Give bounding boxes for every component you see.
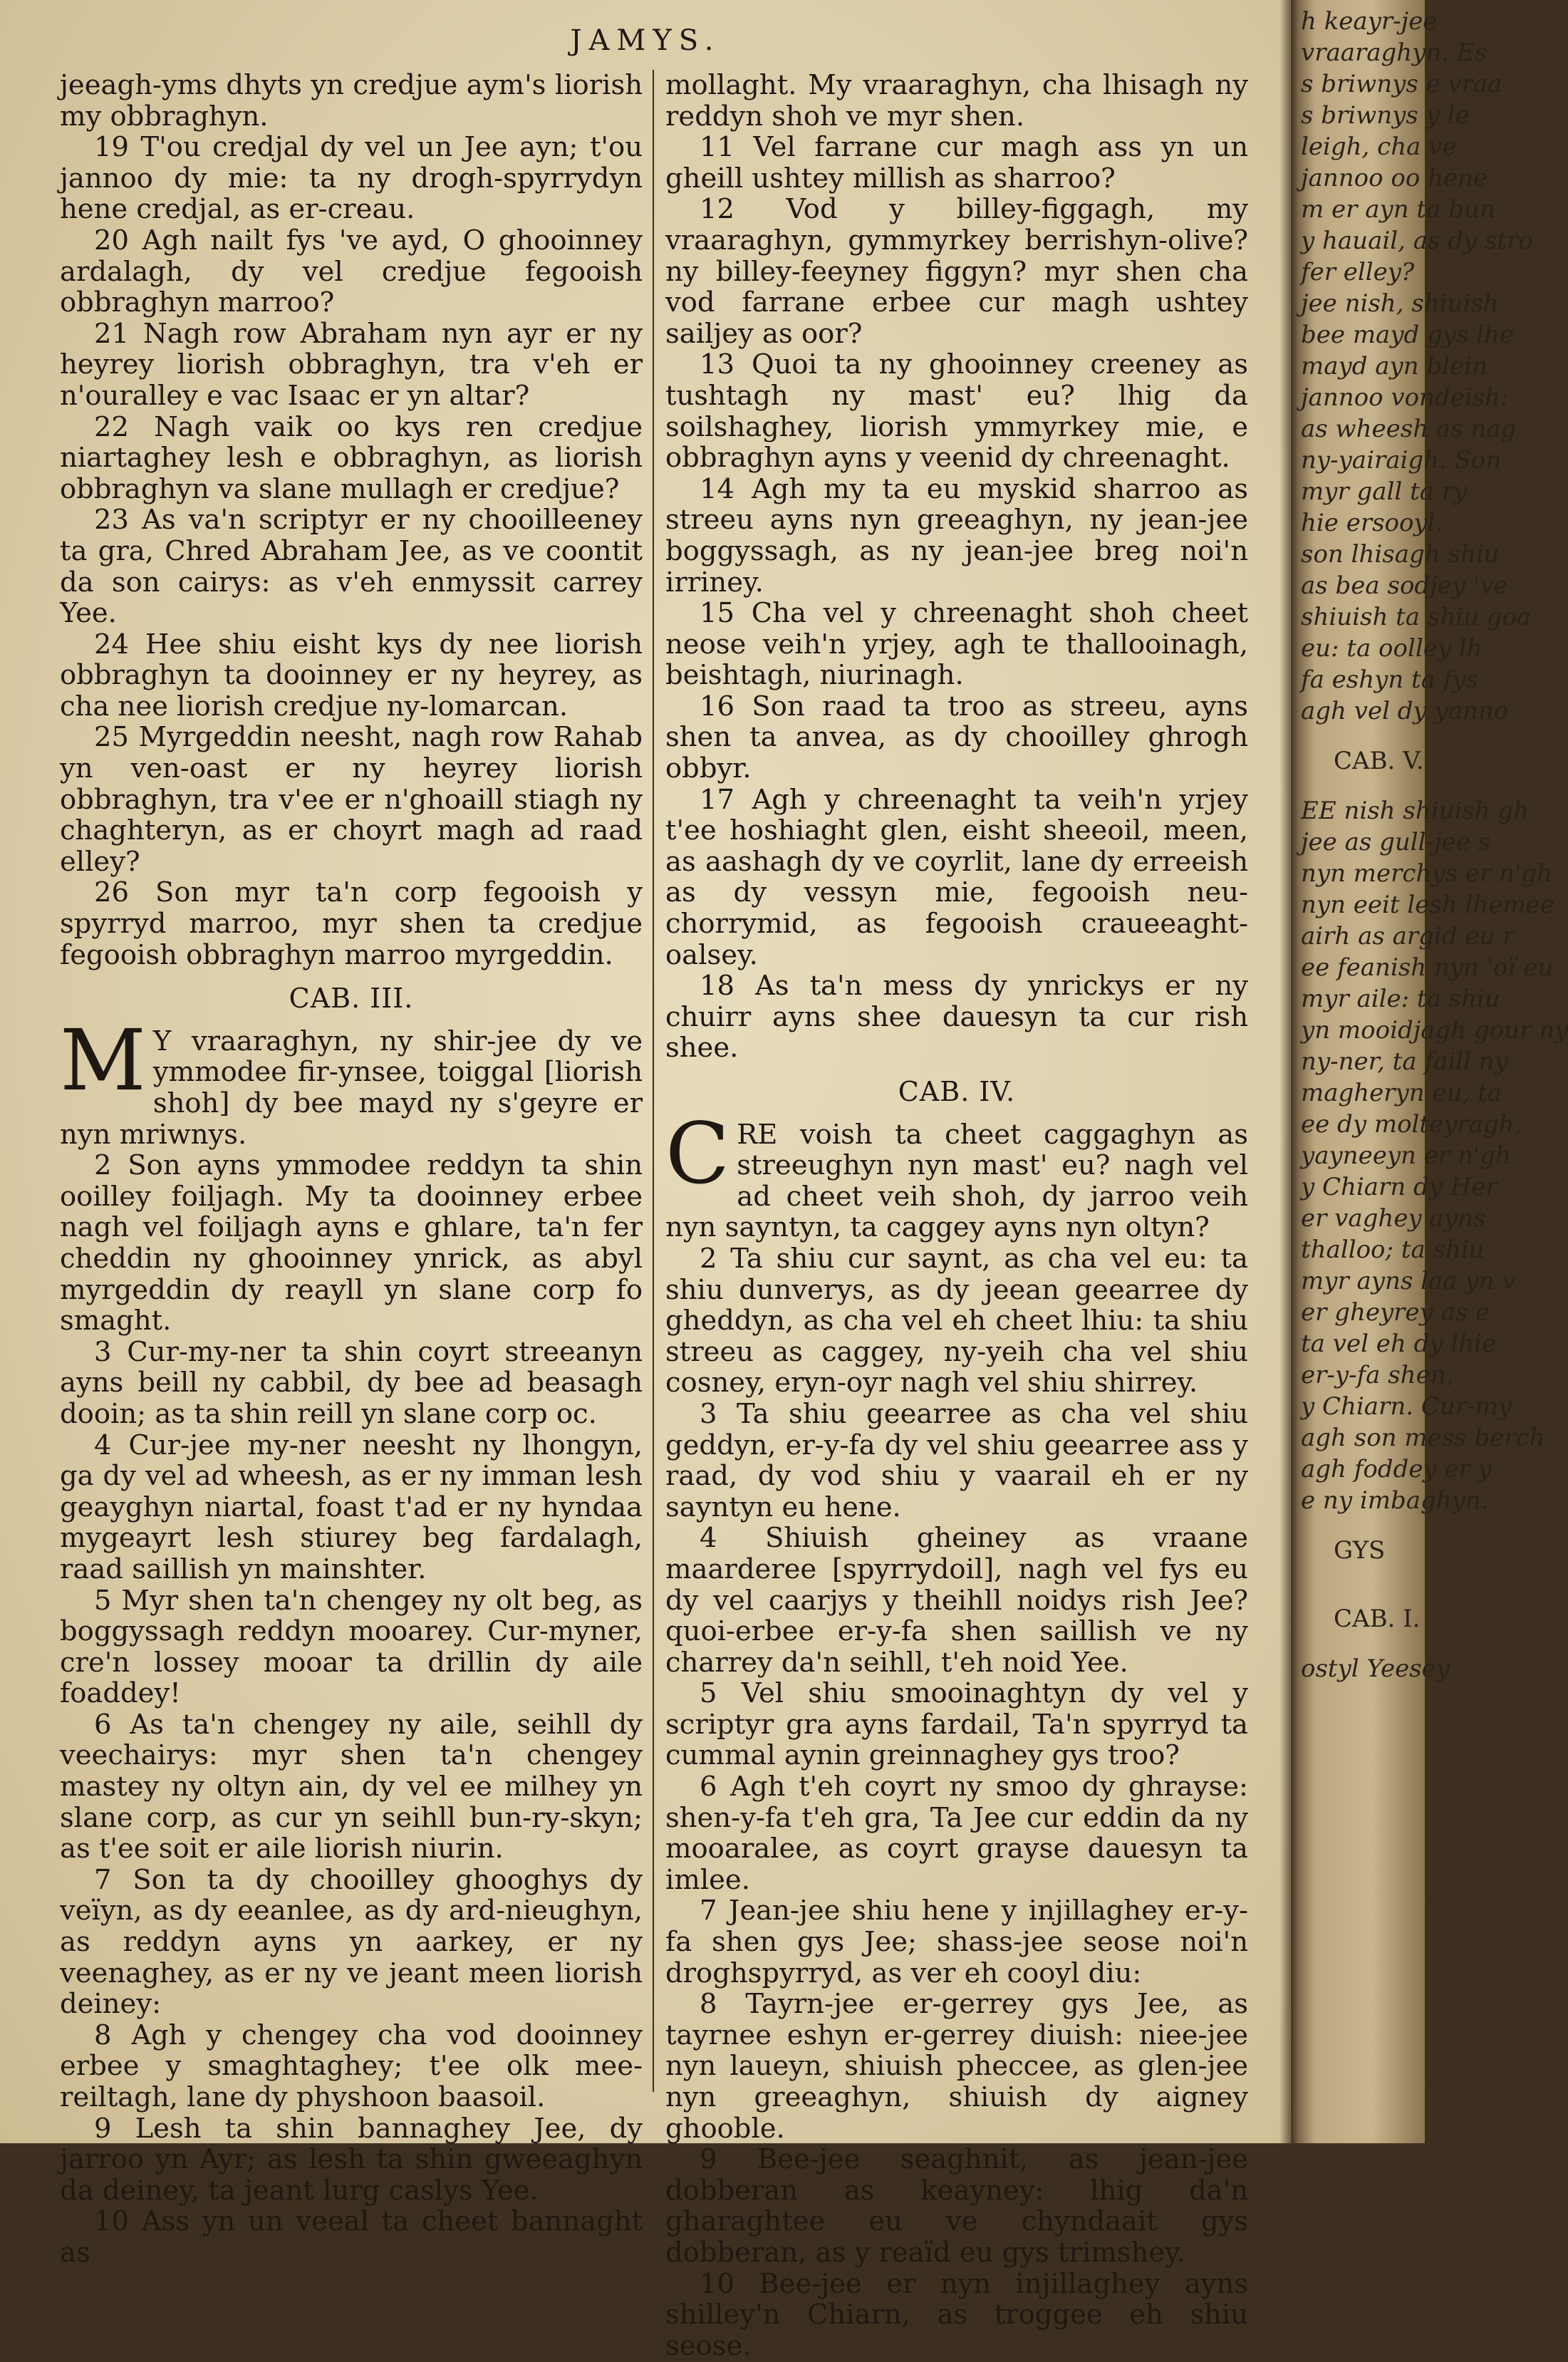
adjacent-page-text-fragment: bee mayd gys lhe <box>1301 321 1515 349</box>
adjacent-page-text-fragment: nyn merchys er n'gh <box>1301 859 1552 888</box>
adjacent-page-heading: CAB. V. <box>1334 747 1424 775</box>
adjacent-page-text-fragment: mayd ayn blein <box>1301 352 1488 380</box>
verse: 2 Ta shiu cur saynt, as cha vel eu: ta shiu dunverys, as dy jeean geearree dy gheddyn, as cha vel eh cheet lhiu: ta shiu streeu as caggey, ny-yeih cha vel shiu cosney, eryn-oyr nagh vel shiu shirrey. <box>665 1242 1248 1399</box>
adjacent-page-text-fragment: magheryn eu, ta <box>1301 1079 1502 1107</box>
adjacent-page-text-fragment: ny-ner, ta faill ny <box>1301 1047 1508 1076</box>
adjacent-page-text-fragment: ee feanish nyn 'oï eu <box>1301 953 1554 982</box>
verse: 5 Vel shiu smooinaghtyn dy vel y scriptyr gra ayns fardail, Ta'n spyrryd ta cummal aynin greinnaghey gys troo? <box>665 1677 1248 1772</box>
verse: 9 Lesh ta shin bannaghey Jee, dy jarroo yn Ayr; as lesh ta shin gweeaghyn da deiney, ta jeant lurg caslys Yee. <box>60 2112 643 2207</box>
verse: 25 Myrgeddin neesht, nagh row Rahab yn ven-oast er ny heyrey liorish obbraghyn, tra v'ee er n'ghoaill stiagh ny chaghteryn, as er choyrt magh ad raad elley? <box>60 721 643 878</box>
adjacent-page-text-fragment: eu: ta oolley lh <box>1301 634 1483 663</box>
verse: 6 Agh t'eh coyrt ny smoo dy ghrayse: shen-y-fa t'eh gra, Ta Jee cur eddin da ny mooaralee, as coyrt grayse dauesyn ta imlee. <box>665 1771 1248 1896</box>
verse: 7 Jean-jee shiu hene y injillaghey er-y-fa shen gys Jee; shass-jee seose noi'n droghspyrryd, as ver eh cooyl diu: <box>665 1895 1248 1989</box>
verse: 12 Vod y billey-figgagh, my vraaraghyn, gymmyrkey berrishyn-olive? ny billey-feeyney figgyn? myr shen cha vod farrane erbee cur magh ushtey sailjey as oor? <box>665 193 1248 350</box>
book-gutter <box>1279 0 1298 2143</box>
verse: 9 Bee-jee seaghnit, as jean-jee dobberan as keayney: lhig da'n gharaghtee eu ve chyndaait gys dobberan, as y reaïd eu gys trimshey. <box>665 2143 1248 2269</box>
adjacent-page-text-fragment: agh son mess berch <box>1301 1424 1545 1452</box>
verse: 17 Agh y chreenaght ta veih'n yrjey t'ee hoshiaght glen, eisht sheeoil, meen, as aashagh dy ve coyrlit, lane dy erreeish as dy vessyn mie, fegooish neu-chorrymid, as fegooish craueeaght-oalsey. <box>665 783 1248 971</box>
adjacent-page-text-fragment: jee nish, shiuish <box>1301 289 1499 318</box>
verse: 15 Cha vel y chreenaght shoh cheet neose veih'n yrjey, agh te thallooinagh, beishtagh, niurinagh. <box>665 597 1248 692</box>
verse: 3 Cur-my-ner ta shin coyrt streeanyn ayns beill ny cabbil, dy bee ad beasagh dooin; as ta shin reill yn slane corp oc. <box>60 1335 643 1430</box>
drop-cap: C <box>665 1104 730 1203</box>
adjacent-page-text-fragment: ee dy molteyragh, <box>1301 1110 1522 1139</box>
verse: 11 Vel farrane cur magh ass yn un gheill ushtey millish as sharroo? <box>665 131 1248 195</box>
adjacent-page-text-fragment: as wheesh as nag <box>1301 415 1517 443</box>
verse: 7 Son ta dy chooilley ghooghys dy veïyn, as dy eeanlee, as dy ard-nieughyn, as reddyn ayns yn aarkey, er ny veenaghey, as er ny ve jeant meen liorish deiney: <box>60 1863 643 2021</box>
adjacent-page-text-fragment: as bea sodjey 've <box>1301 571 1508 600</box>
running-head: JAMYS. <box>570 24 721 57</box>
adjacent-page-text-fragment: y hauail, as dy stro <box>1301 227 1533 255</box>
adjacent-page-text-fragment: agh vel dy yanno <box>1301 697 1509 725</box>
adjacent-page-text-fragment: ta vel eh dy lhie <box>1301 1330 1497 1358</box>
adjacent-page-text-fragment: yayneeyn er n'gh <box>1301 1141 1511 1170</box>
adjacent-page-text-fragment: jannoo vondeish: <box>1301 383 1509 412</box>
left-column <box>60 70 643 2269</box>
adjacent-page-text-fragment: fer elley? <box>1301 258 1415 286</box>
adjacent-page-text-fragment: EE nish shiuish gh <box>1301 797 1530 825</box>
verse: 13 Quoi ta ny ghooinney creeney as tushtagh ny mast' eu? lhig da soilshaghey, liorish ymmyrkey mie, e obbraghyn ayns y veenid dy chreenaght. <box>665 348 1248 475</box>
verse: 10 Bee-jee er nyn injillaghey ayns shilley'n Chiarn, as troggee eh shiu seose. <box>665 2267 1248 2362</box>
verse: 4 Cur-jee my-ner neesht ny lhongyn, ga dy vel ad wheesh, as er ny imman lesh geayghyn niartal, foast t'ad er ny hyndaa mygeayrt lesh stiurey beg fardalagh, raad saillish yn mainshter. <box>60 1429 643 1585</box>
verse: 10 Ass yn un veeal ta cheet bannaght as <box>60 2205 643 2269</box>
verse: 8 Tayrn-jee er-gerrey gys Jee, as tayrnee eshyn er-gerrey diuish: niee-jee nyn laueyn, shiuish pheccee, as glen-jee nyn greeaghyn, shiuish dy aigney ghooble. <box>665 1988 1248 2145</box>
adjacent-page-edge <box>1291 0 1568 2143</box>
verse: 23 As va'n scriptyr er ny chooilleeney ta gra, Chred Abraham Jee, as ve coontit da son cairys: as v'eh enmyssit carrey Yee. <box>60 504 643 630</box>
adjacent-page-text-fragment: fa eshyn ta fys <box>1301 665 1479 694</box>
adjacent-page-text-fragment: shiuish ta shiu goa <box>1301 603 1532 631</box>
adjacent-page-text-fragment: m er ayn ta bun <box>1301 195 1495 224</box>
chapter-heading: CAB. IV. <box>898 1076 1016 1107</box>
column-rule <box>653 70 654 2092</box>
verse: 22 Nagh vaik oo kys ren credjue niartaghey lesh e obbraghyn, as liorish obbraghyn va slane mullagh er credjue? <box>60 410 643 505</box>
adjacent-page-text-fragment: yn mooidjagh gour ny <box>1301 1016 1568 1045</box>
adjacent-page-text-fragment: er gheyrey as e <box>1301 1298 1490 1327</box>
verse: 4 Shiuish gheiney as vraane maarderee [spyrrydoil], nagh vel fys eu dy vel caarjys y theihll noidys rish Jee? quoi-erbee er-y-fa shen saillish ve ny charrey da'n seihll, t'eh noid Yee. <box>665 1522 1248 1679</box>
verse: 6 As ta'n chengey ny aile, seihll dy veechairys: myr shen ta'n chengey mastey ny oltyn ain, dy vel ee milhey yn slane corp, as cur yn seihll bun-ry-skyn; as t'ee soit er aile liorish niurin. <box>60 1708 643 1865</box>
chapter-opening-text: RE voish ta cheet caggaghyn as streeughyn nyn mast' eu? nagh vel ad cheet veih shoh, dy jarroo veih nyn sayntyn, ta caggey ayns nyn oltyn? <box>665 1118 1248 1244</box>
adjacent-page-heading: GYS <box>1334 1536 1386 1565</box>
verse: 20 Agh nailt fys 've ayd, O ghooinney ardalagh, dy vel credjue fegooish obbraghyn marroo? <box>60 224 643 319</box>
adjacent-page-heading: CAB. I. <box>1334 1605 1421 1633</box>
adjacent-page-text-fragment: myr gall ta ry <box>1301 477 1468 506</box>
adjacent-page-text-fragment: ostyl Yeesey <box>1301 1654 1450 1683</box>
adjacent-page-text-fragment: leigh, cha ve <box>1301 133 1457 161</box>
adjacent-page-text-fragment: son lhisagh shiu <box>1301 540 1500 569</box>
verse: 2 Son ayns ymmodee reddyn ta shin ooilley foiljagh. My ta dooinney erbee nagh vel foiljagh ayns e ghlare, ta'n fer cheddin ny ghooinney ynrick, as abyl myrgeddin dy reayll yn slane corp fo smaght. <box>60 1149 643 1337</box>
adjacent-page-text-fragment: s briwnys e vraa <box>1301 70 1502 98</box>
verse: 5 Myr shen ta'n chengey ny olt beg, as boggyssagh reddyn mooarey. Cur-myner, cre'n lossey mooar ta drillin dy aile foaddey! <box>60 1584 643 1710</box>
adjacent-page-text-fragment: s briwnys y le <box>1301 101 1470 130</box>
adjacent-page-text-fragment: myr aile: ta shiu <box>1301 985 1500 1013</box>
verse: 19 T'ou credjal dy vel un Jee ayn; t'ou jannoo dy mie: ta ny drogh-spyrrydyn hene credjal, as er-creau. <box>60 131 643 226</box>
right-column <box>665 70 1248 2361</box>
adjacent-page-text-fragment: hie ersooyl. <box>1301 509 1443 537</box>
adjacent-page-text-fragment: jee as gull-jee s <box>1301 828 1491 856</box>
chapter-opening-text: Y vraaraghyn, ny shir-jee dy ve ymmodee fir-ynsee, toiggal [liorish shoh] dy bee mayd ny s'geyre er nyn mriwnys. <box>60 1025 643 1151</box>
adjacent-page-text-fragment: h keayr-jee <box>1301 7 1438 36</box>
verse-continuation: jeeagh-yms dhyts yn credjue aym's liorish my obbraghyn. <box>60 69 643 133</box>
verse: 18 As ta'n mess dy ynrickys er ny chuirr ayns shee dauesyn ta cur rish shee. <box>665 970 1248 1065</box>
adjacent-page-text-fragment: vraaraghyn. Es <box>1301 38 1487 67</box>
chapter-opening <box>665 1104 1248 1244</box>
adjacent-page-text-fragment: y Chiarn. Cur-my <box>1301 1392 1512 1421</box>
verse: 8 Agh y chengey cha vod dooinney erbee y smaghtaghey; t'ee olk mee-reiltagh, lane dy physhoon baasoil. <box>60 2019 643 2113</box>
adjacent-page-text-fragment: ny-yairaigh. Son <box>1301 446 1502 475</box>
chapter-opening <box>60 1010 643 1151</box>
verse: 24 Hee shiu eisht kys dy nee liorish obbraghyn ta dooinney er ny heyrey, as cha nee liorish credjue ny-lomarcan. <box>60 628 643 722</box>
verse: 26 Son myr ta'n corp fegooish y spyrryd marroo, myr shen ta credjue fegooish obbraghyn marroo myrgeddin. <box>60 876 643 971</box>
drop-cap: M <box>60 1010 146 1109</box>
chapter-heading: CAB. III. <box>289 983 414 1015</box>
verse: 21 Nagh row Abraham nyn ayr er ny heyrey liorish obbraghyn, tra v'eh er n'ouralley e vac Isaac er yn altar? <box>60 317 643 412</box>
verse: 16 Son raad ta troo as streeu, ayns shen ta anvea, as dy chooilley ghrogh obbyr. <box>665 690 1248 785</box>
verse: 14 Agh my ta eu myskid sharroo as streeu ayns nyn greeaghyn, ny jean-jee boggyssagh, as ny jean-jee breg noi'n irriney. <box>665 472 1248 599</box>
verse-continuation: mollaght. My vraaraghyn, cha lhisagh ny reddyn shoh ve myr shen. <box>665 69 1248 133</box>
adjacent-page-text-fragment: jannoo oo hene <box>1301 164 1488 192</box>
adjacent-page-text-fragment: airh as argid eu r <box>1301 922 1515 951</box>
adjacent-page-text-fragment: agh foddey er y <box>1301 1455 1492 1483</box>
adjacent-page-text-fragment: er-y-fa shen, <box>1301 1361 1454 1389</box>
adjacent-page-text-fragment: nyn eeit lesh lhemee <box>1301 891 1554 919</box>
adjacent-page-text-fragment: y Chiarn dy Her <box>1301 1173 1497 1201</box>
adjacent-page-text-fragment: thalloo; ta shiu <box>1301 1236 1485 1264</box>
adjacent-page-text-fragment: myr ayns laa yn v <box>1301 1267 1516 1295</box>
verse: 3 Ta shiu geearree as cha vel shiu geddyn, er-y-fa dy vel shiu geearree ass y raad, dy vod shiu y vaarail eh er ny sayntyn eu hene. <box>665 1397 1248 1523</box>
adjacent-page-text-fragment: e ny imbaghyn. <box>1301 1486 1489 1515</box>
adjacent-page-text-fragment: er vaghey ayns <box>1301 1204 1486 1233</box>
